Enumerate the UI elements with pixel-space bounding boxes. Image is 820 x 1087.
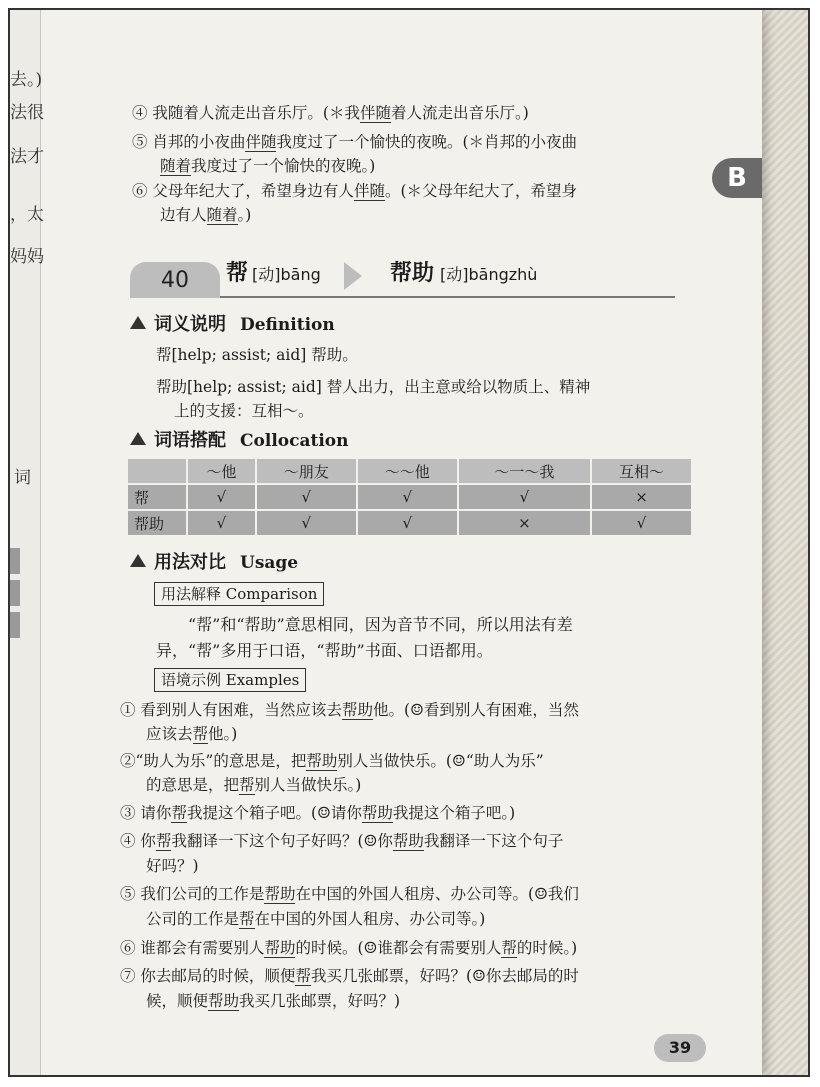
left-tab-mark: [10, 612, 20, 638]
text-segment: ④ 你: [120, 832, 156, 850]
underlined-word: 伴随: [353, 182, 385, 200]
underlined-word: 帮: [501, 939, 517, 957]
arrow-icon: [344, 262, 362, 290]
text-segment: 我翻译一下这个句子好吗？(☺你: [171, 832, 393, 850]
text-segment: 好吗？): [146, 857, 199, 875]
row-header: 帮助: [128, 510, 187, 536]
top-example-line: [160, 204, 251, 226]
table-row: [128, 484, 692, 510]
column-header: ～他: [187, 459, 256, 484]
book-page: [10, 10, 762, 1075]
column-header: ～朋友: [256, 459, 357, 484]
example-line: [146, 774, 361, 796]
underlined-word: 帮助: [361, 804, 393, 822]
left-page-edge: [10, 10, 44, 1075]
text-segment: ① 看到别人有困难，当然应该去: [120, 701, 342, 719]
left-tab-mark: [10, 580, 20, 606]
text-segment: 边有人: [160, 206, 207, 224]
examples-label: 语境示例 Examples: [154, 668, 306, 692]
usage-explanation: 异，“帮”多用于口语，“帮助”书面、口语都用。: [156, 641, 493, 660]
table-cell: √: [458, 484, 591, 510]
text-segment: 别人当做快乐。(☺“助人为乐”: [337, 752, 544, 770]
table-row: [128, 459, 692, 484]
example-line: [146, 723, 237, 745]
top-example-line: [160, 155, 375, 177]
text-segment: 我提这个箱子吧。(☺请你: [186, 804, 362, 822]
definition-line: 上的支援：互相～。: [174, 402, 314, 420]
definition-heading: [130, 310, 335, 336]
text-segment: 别人当做快乐。): [254, 776, 362, 794]
comparison-label: 用法解释 Comparison: [154, 582, 324, 606]
entry-number: 40: [130, 262, 220, 298]
underlined-word: 帮助: [264, 885, 296, 903]
table-cell: √: [187, 510, 256, 536]
example-line: [146, 855, 199, 877]
collocation-heading: [130, 426, 349, 452]
example-line: [120, 750, 544, 772]
entry-pinyin-1: [动]bāng: [252, 265, 321, 284]
text-segment: 我买几张邮票，好吗？(☺你去邮局的时: [310, 967, 579, 985]
text-segment: ②“助人为乐”的意思是，把: [120, 752, 307, 770]
usage-heading: [130, 548, 298, 574]
underlined-word: 伴随: [245, 133, 277, 151]
table-cell: √: [357, 484, 458, 510]
text-segment: 他。): [208, 725, 238, 743]
top-example-line: [132, 180, 577, 202]
usage-title-zh: 用法对比: [154, 552, 226, 573]
text-segment: 我提这个箱子吧。): [392, 804, 516, 822]
underlined-word: 帮: [192, 725, 209, 743]
column-header: ～一～我: [458, 459, 591, 484]
collocation-title-en: Collocation: [240, 431, 349, 451]
text-segment: 在中国的外国人租房、办公司等。(☺我们: [295, 885, 579, 903]
photo-frame: [8, 8, 810, 1077]
example-line: [146, 908, 485, 930]
text-segment: ⑤ 我们公司的工作是: [120, 885, 265, 903]
text-segment: 应该去: [146, 725, 193, 743]
example-line: [120, 883, 579, 905]
section-tab: B: [712, 158, 762, 198]
triangle-icon: [130, 432, 146, 445]
text-segment: 。): [237, 206, 252, 224]
table-cell: √: [256, 484, 357, 510]
top-example-line: [132, 102, 529, 124]
text-segment: 着人流走出音乐厅。): [391, 104, 529, 122]
entry-word-2: 帮助: [390, 260, 435, 286]
underlined-word: 帮助: [208, 992, 240, 1010]
underlined-word: 伴随: [359, 104, 391, 122]
text-segment: 的时候。(☺谁都会有需要别人: [295, 939, 502, 957]
page-number: 39: [654, 1034, 706, 1062]
left-margin-text: 妈妈: [10, 247, 44, 267]
triangle-icon: [130, 316, 146, 329]
example-line: [146, 990, 400, 1012]
definition-line: 帮[help; assist; aid] 帮助。: [156, 346, 358, 364]
text-segment: ③ 请你: [120, 804, 172, 822]
text-segment: 我度过了一个愉快的夜晚。): [191, 157, 376, 175]
underlined-word: 帮助: [392, 832, 424, 850]
text-segment: 的时候。): [516, 939, 578, 957]
left-tab-mark: [10, 548, 20, 574]
collocation-title-zh: 词语搭配: [154, 430, 226, 451]
underlined-word: 帮助: [264, 939, 296, 957]
left-margin-text: 法很: [10, 103, 44, 123]
text-segment: 。(＊父母年纪大了，希望身: [384, 182, 578, 200]
underlined-word: 帮: [239, 776, 255, 794]
example-line: [120, 802, 515, 824]
column-header: 互相～: [591, 459, 692, 484]
table-cell: ×: [591, 484, 692, 510]
underlined-word: 帮: [239, 910, 255, 928]
underlined-word: 帮助: [306, 752, 338, 770]
entry-header: [122, 254, 682, 298]
table-cell: √: [187, 484, 256, 510]
table-cell: √: [591, 510, 692, 536]
text-segment: ⑦ 你去邮局的时候，顺便: [120, 967, 296, 985]
usage-explanation: “帮”和“帮助”意思相同，因为音节不同，所以用法有差: [188, 615, 573, 634]
column-header: ～～他: [357, 459, 458, 484]
text-segment: ⑥ 谁都会有需要别人: [120, 939, 265, 957]
text-segment: 公司的工作是: [146, 910, 240, 928]
definition-title-zh: 词义说明: [154, 314, 226, 335]
table-surface: [762, 10, 810, 1075]
text-segment: 在中国的外国人租房、办公司等。): [254, 910, 486, 928]
example-line: [120, 830, 563, 852]
example-line: [120, 965, 579, 987]
row-header: 帮: [128, 484, 187, 510]
table-cell: ×: [458, 510, 591, 536]
triangle-icon: [130, 554, 146, 567]
collocation-table: [128, 459, 693, 537]
underlined-word: 帮助: [341, 701, 373, 719]
table-cell: √: [256, 510, 357, 536]
text-segment: ④ 我随着人流走出音乐厅。(＊我: [132, 104, 360, 122]
example-line: [120, 699, 579, 721]
text-segment: 我度过了一个愉快的夜晚。(＊肖邦的小夜曲: [276, 133, 578, 151]
table-row: [128, 510, 692, 536]
text-segment: ⑤ 肖邦的小夜曲: [132, 133, 246, 151]
text-segment: 他。(☺看到别人有困难，当然: [372, 701, 579, 719]
example-line: [120, 937, 577, 959]
text-segment: 我翻译一下这个句子: [423, 832, 564, 850]
text-segment: 的意思是，把: [146, 776, 240, 794]
text-segment: 我买几张邮票，好吗？): [239, 992, 401, 1010]
text-segment: 候，顺便: [146, 992, 209, 1010]
underlined-word: 随着: [160, 157, 192, 175]
left-margin-text: 词: [14, 468, 31, 488]
entry-word-1: 帮: [226, 260, 249, 286]
entry-rule: [220, 296, 675, 298]
definition-line: 帮助[help; assist; aid] 替人出力，出主意或给以物质上、精神: [156, 378, 591, 396]
top-example-line: [132, 131, 577, 153]
entry-pinyin-2: [动]bāngzhù: [440, 265, 538, 284]
left-margin-text: ，太: [10, 205, 44, 225]
underlined-word: 帮: [171, 804, 187, 822]
text-segment: ⑥ 父母年纪大了，希望身边有人: [132, 182, 354, 200]
underlined-word: 帮: [155, 832, 172, 850]
underlined-word: 帮: [295, 967, 311, 985]
table-cell: √: [357, 510, 458, 536]
table-corner: [128, 459, 187, 484]
left-margin-text: 去。): [10, 70, 43, 90]
usage-title-en: Usage: [240, 553, 299, 573]
definition-title-en: Definition: [240, 315, 335, 335]
left-margin-text: 法才: [10, 147, 44, 167]
underlined-word: 随着: [206, 206, 238, 224]
